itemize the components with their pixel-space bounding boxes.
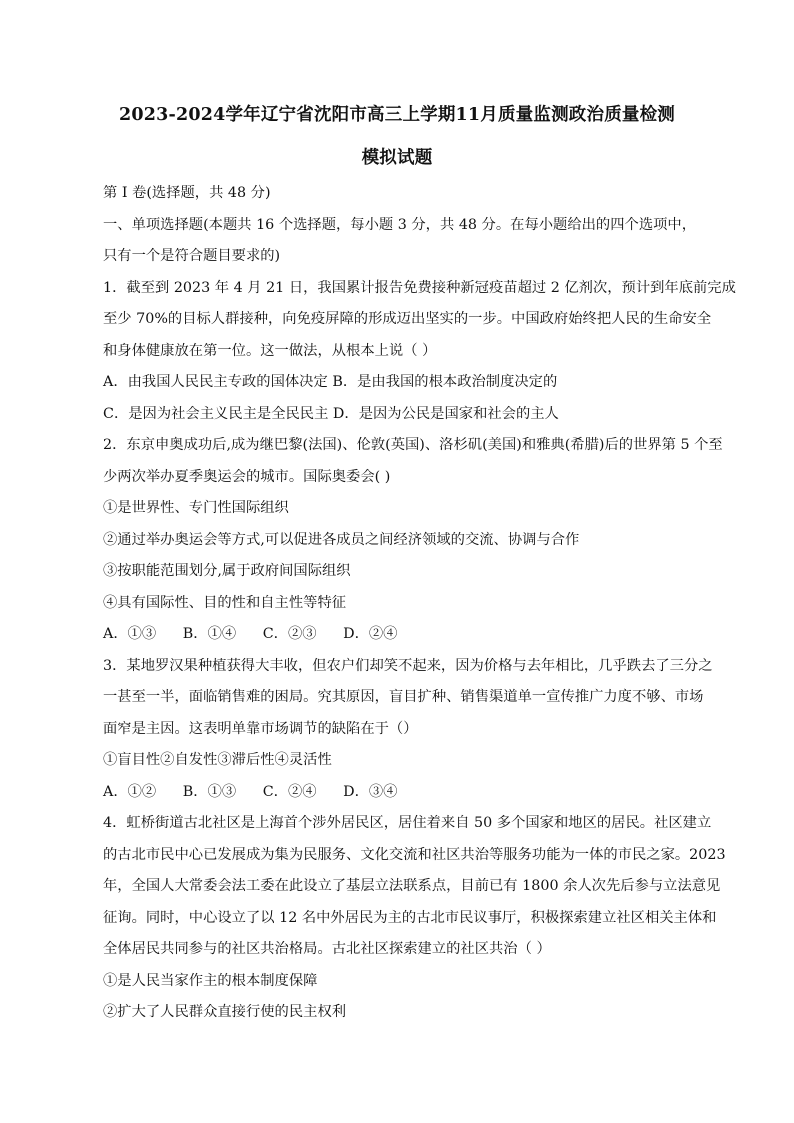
question-4-item-2: ②扩大了人民群众直接行使的民主权利 <box>103 1004 347 1020</box>
question-3-items: ①盲目性②自发性③滞后性④灵活性 <box>103 752 332 768</box>
section-heading: 第 I 卷(选择题，共 48 分) <box>103 185 271 201</box>
question-2-stem-line-2: 少两次举办夏季奥运会的城市。国际奥委会( ) <box>103 468 391 485</box>
question-1-options-cd: C．是因为社会主义民主是全民民主 D．是因为公民是国家和社会的主人 <box>103 405 559 422</box>
question-3-option-d: D．③④ <box>343 783 398 800</box>
question-3-options <box>103 777 697 809</box>
question-2-stem: 2．东京申奥成功后,成为继巴黎(法国)、伦敦(英国)、洛杉矶(美国)和雅典(希腊)后的世界第 5 个至 <box>103 437 723 453</box>
question-2-item-2: ②通过举办奥运会等方式,可以促进各成员之间经济领域的交流、协调与合作 <box>103 531 580 548</box>
question-4-stem: 4．虹桥街道古北社区是上海首个涉外居民区，居住着来自 50 多个国家和地区的居民。社区建立 <box>103 815 712 831</box>
question-4-stem-line-2: 的古北市民中心已发展成为集为民服务、文化交流和社区共治等服务功能为一体的市民之家。2023 <box>103 846 726 863</box>
document-title: 2023-2024学年辽宁省沈阳市高三上学期11月质量监测政治质量检测 <box>118 105 676 125</box>
question-1-options-ab: A．由我国人民民主专政的国体决定 B．是由我国的根本政治制度决定的 <box>103 374 558 390</box>
question-3-stem: 3．某地罗汉果种植获得大丰收，但农户们却笑不起来，因为价格与去年相比，几乎跌去了三分之 <box>103 657 713 674</box>
question-2-option-a: A．①③ <box>103 626 157 642</box>
question-3-option-c: C．②④ <box>262 783 317 800</box>
question-2-item-1: ①是世界性、专门性国际组织 <box>103 500 289 516</box>
question-2-item-4: ④具有国际性、目的性和自主性等特征 <box>103 594 347 611</box>
question-1-stem-line-3: 和身体健康放在第一位。这一做法，从根本上说（ ） <box>103 342 437 359</box>
question-3-stem-line-3: 面窄是主因。这表明单靠市场调节的缺陷在于（） <box>103 720 418 737</box>
question-2-option-c: C．②③ <box>262 626 317 642</box>
question-4-stem-line-5: 全体居民共同参与的社区共治格局。古北社区探索建立的社区共治（ ） <box>103 941 551 957</box>
question-2-item-3: ③按职能范围划分,属于政府间国际组织 <box>103 563 351 579</box>
question-4-item-1: ①是人民当家作主的根本制度保障 <box>103 972 318 989</box>
question-4-stem-line-4: 征询。同时，中心设立了以 12 名中外居民为主的古北市民议事厅，积极探索建立社区相关主体和 <box>103 909 717 926</box>
section-instructions-continued: 只有一个是符合题目要求的) <box>103 248 281 264</box>
question-3-stem-line-2: 一甚至一半，面临销售难的困局。究其原因，盲目扩种、销售渠道单一宣传推广力度不够、市场 <box>103 689 704 705</box>
question-4-stem-line-3: 年，全国人大常委会法工委在此设立了基层立法联系点，目前已有 1800 余人次先后参与立法意见 <box>103 878 721 894</box>
question-1-stem-line-2: 至少 70%的目标人群接种，向免疫屏障的形成迈出坚实的一步。中国政府始终把人民的生命安全 <box>103 311 712 327</box>
question-2-option-d: D．②④ <box>343 626 398 642</box>
section-instructions: 一、单项选择题(本题共 16 个选择题，每小题 3 分，共 48 分。在每小题给出的四个选项中， <box>103 216 697 233</box>
question-2-option-b: B．①④ <box>182 626 237 642</box>
question-1-stem: 1．截至到 2023 年 4 月 21 日，我国累计报告免费接种新冠疫苗超过 2 亿剂次，预计到年底前完成 <box>103 279 736 296</box>
document-body <box>103 178 736 1029</box>
question-2-options <box>103 619 697 651</box>
document-title-continued: 模拟试题 <box>361 148 433 168</box>
question-3-option-b: B．①③ <box>182 783 237 800</box>
question-3-option-a: A．①② <box>103 783 157 800</box>
